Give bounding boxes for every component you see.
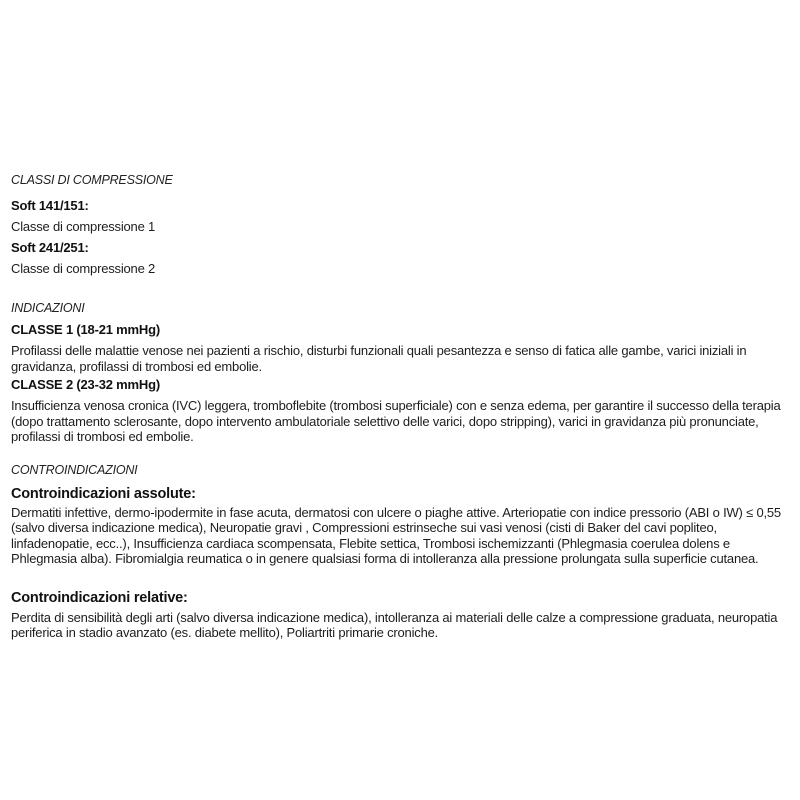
paragraph-controindicazioni-assolute: Dermatiti infettive, dermo-ipodermite in fase acuta, dermatosi con ulcere o piaghe attive. Arteriopatie con indice pressorio (ABI o IW) ≤ 0,55 (salvo diversa indicazione medica), Neuropatie gravi , Compressioni estrinseche sui vasi venosi (cisti di Baker del cavi popliteo, linfadenopatie, ecc..), Insufficienza cardiaca scompensata, Flebite settica, Trombosi ischemizzanti (Phlegmasia coerulea dolens e Phlegmasia alba). Fibromialgia reumatica o in genere qualsiasi forma di intolleranza alla pressione prolungata sulla superficie cutanea. bbox=[11, 504, 781, 566]
text-classe-compressione-2: Classe di compressione 2 bbox=[11, 260, 156, 276]
section-heading-controindicazioni: CONTROINDICAZIONI bbox=[11, 462, 138, 477]
label-soft-141-151: Soft 141/151: bbox=[11, 198, 89, 213]
paragraph-controindicazioni-relative: Perdita di sensibilità degli arti (salvo diversa indicazione medica), intolleranza ai materiali delle calze a compressione graduata, neuropatia periferica in stadio avanzato (es. diabete mellito), Poliartriti primarie croniche. bbox=[11, 609, 778, 640]
text-classe-compressione-1: Classe di compressione 1 bbox=[11, 219, 156, 234]
label-classe-1: CLASSE 1 (18-21 mmHg) bbox=[11, 322, 160, 337]
section-heading-classi-di-compressione: CLASSI DI COMPRESSIONE bbox=[11, 173, 173, 187]
section-controindicazioni bbox=[11, 462, 788, 641]
section-indicazioni bbox=[11, 300, 788, 445]
label-soft-241-251: Soft 241/251: bbox=[11, 239, 89, 255]
paragraph-classe-1: Profilassi delle malattie venose nei pazienti a rischio, disturbi funzionali quali pesantezza e senso di fatica alle gambe, varici iniziali in gravidanza, profilassi di trombosi ed embolie. bbox=[11, 343, 747, 374]
label-classe-2: CLASSE 2 (23-32 mmHg) bbox=[11, 377, 160, 392]
section-heading-indicazioni: INDICAZIONI bbox=[11, 301, 85, 315]
section-classi-di-compressione bbox=[11, 172, 788, 276]
paragraph-classe-2: Insufficienza venosa cronica (IVC) leggera, tromboflebite (trombosi superficiale) con e senza edema, per garantire il successo della terapia (dopo trattamento sclerosante, dopo intervento ambulatoriale selettivo delle varici, dopo stripping), varici in gravidanza più pronunciate, profilassi di trombosi ed embolie. bbox=[11, 398, 781, 444]
label-controindicazioni-assolute: Controindicazioni assolute: bbox=[11, 485, 196, 502]
label-controindicazioni-relative: Controindicazioni relative: bbox=[11, 589, 188, 606]
